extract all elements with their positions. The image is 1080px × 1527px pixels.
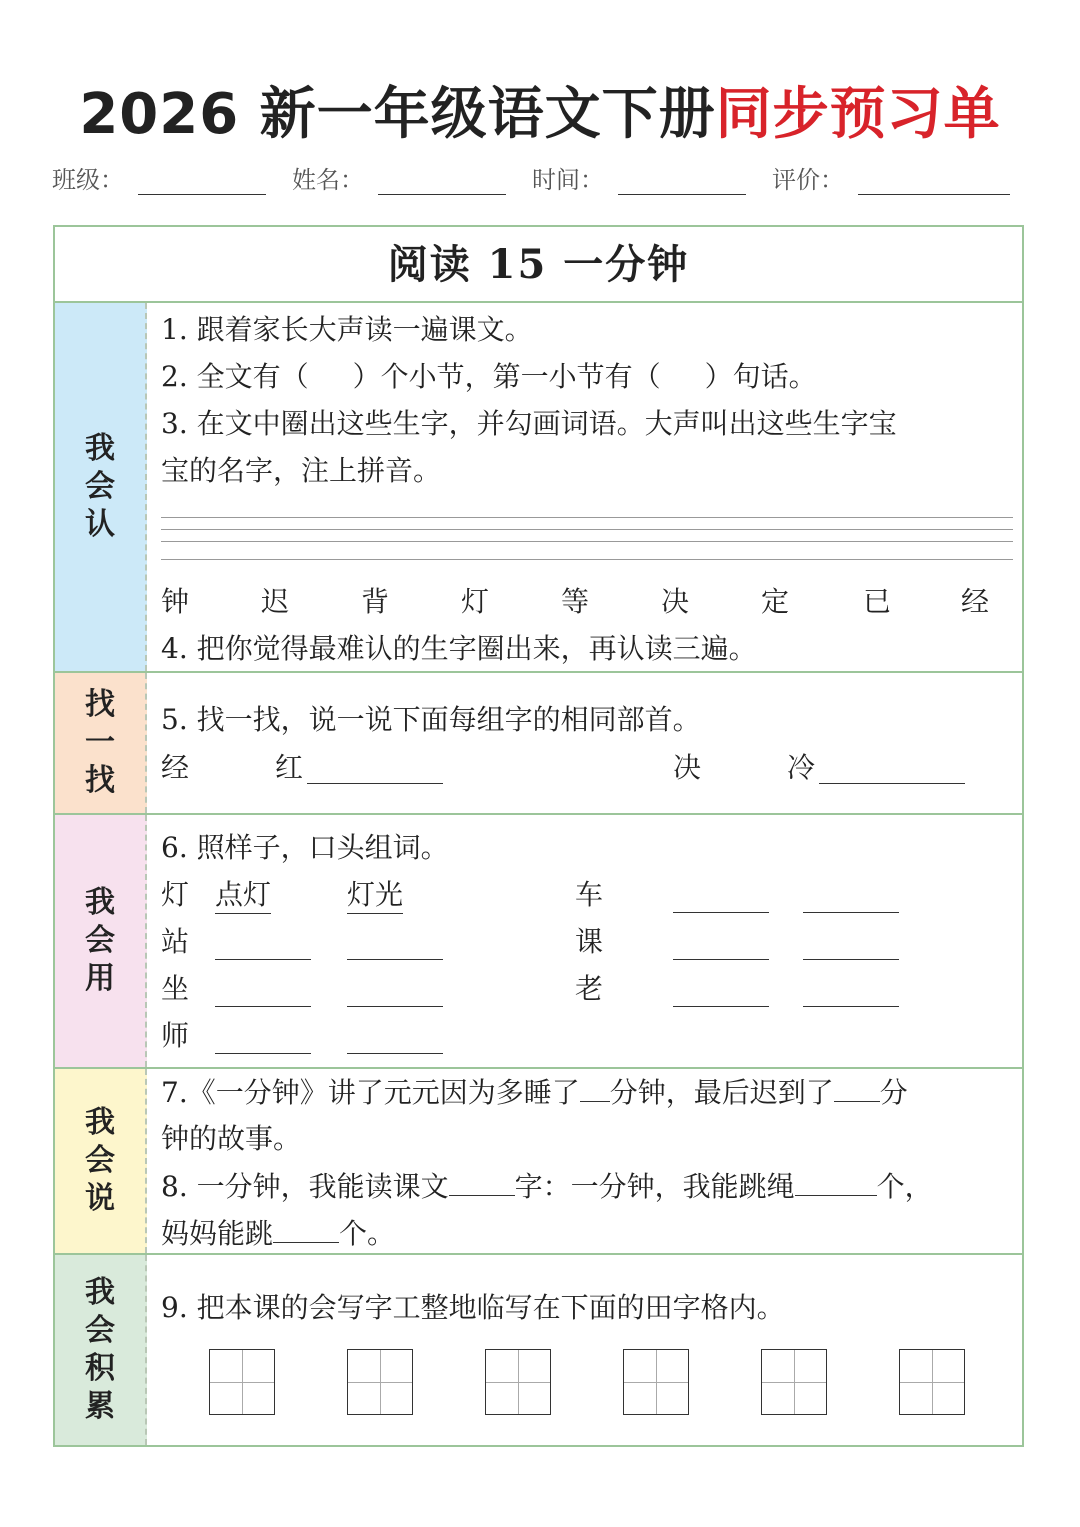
- question-5: 5. 找一找，说一说下面每组字的相同部首。: [161, 703, 701, 736]
- title-main: 2026 新一年级语文下册: [79, 82, 716, 147]
- word-blank[interactable]: [215, 959, 311, 960]
- rope-skips-blank[interactable]: [795, 1169, 877, 1196]
- word-char: 师: [161, 1019, 190, 1052]
- question-9: 9. 把本课的会写字工整地临写在下面的田字格内。: [161, 1291, 785, 1324]
- question-6: 6. 照样子，口头组词。: [161, 831, 449, 864]
- word-char: 坐: [161, 972, 190, 1005]
- student-info-row: [52, 160, 1032, 200]
- radical-char: 经: [161, 751, 190, 784]
- name-field[interactable]: [378, 194, 506, 195]
- new-char[interactable]: 经: [961, 585, 990, 618]
- rating-label: 评价：: [772, 166, 844, 194]
- section-label-accumulate: 我 会 积 累: [55, 1255, 147, 1445]
- title-highlight: 同步预习单: [715, 82, 1001, 147]
- section-use: [55, 815, 1022, 1069]
- new-char[interactable]: 等: [561, 585, 590, 618]
- section-accumulate: [55, 1255, 1022, 1445]
- name-label: 姓名：: [292, 166, 364, 194]
- new-char[interactable]: 迟: [261, 585, 290, 618]
- question-7-cont: 钟的故事。: [161, 1122, 302, 1155]
- pinyin-line[interactable]: [161, 517, 1013, 518]
- question-8: 8. 一分钟，我能读课文 字：一分钟，我能跳绳 个，: [161, 1170, 933, 1203]
- question-4: 4. 把你觉得最难认的生字圈出来，再认读三遍。: [161, 632, 757, 665]
- new-char[interactable]: 定: [761, 585, 790, 618]
- question-2: 2. 全文有（ ）个小节，第一小节有（ ）句话。: [161, 360, 817, 393]
- word-blank[interactable]: [673, 912, 769, 913]
- radical-char: 冷: [787, 751, 816, 784]
- word-blank[interactable]: [803, 959, 899, 960]
- tianzige-grid[interactable]: [623, 1349, 689, 1415]
- radical-char: 红: [275, 751, 304, 784]
- rating-field[interactable]: [858, 194, 1010, 195]
- question-3-line1: 3. 在文中圈出这些生字，并勾画词语。大声叫出这些生字宝: [161, 407, 897, 440]
- word-char: 老: [575, 972, 604, 1005]
- section-recognize: [55, 303, 1022, 673]
- question-1: 1. 跟着家长大声读一遍课文。: [161, 313, 533, 346]
- example-word: 灯光: [347, 878, 403, 912]
- word-char: 车: [575, 878, 604, 911]
- word-char: 站: [161, 925, 190, 958]
- page-title: [0, 70, 1080, 150]
- pinyin-line[interactable]: [161, 559, 1013, 560]
- question-7: 7.《一分钟》讲了元元因为多睡了 分钟，最后迟到了 分: [161, 1076, 908, 1109]
- worksheet-table: [53, 225, 1024, 1447]
- word-blank[interactable]: [215, 1006, 311, 1007]
- word-blank[interactable]: [673, 959, 769, 960]
- word-blank[interactable]: [673, 1006, 769, 1007]
- class-field[interactable]: [138, 194, 266, 195]
- new-char[interactable]: 钟: [161, 585, 190, 618]
- radical-answer-blank[interactable]: [307, 783, 443, 784]
- new-char[interactable]: 背: [361, 585, 390, 618]
- word-char: 课: [575, 925, 604, 958]
- tianzige-grid[interactable]: [347, 1349, 413, 1415]
- example-word: 点灯: [215, 878, 271, 912]
- mom-skips-blank[interactable]: [273, 1216, 339, 1243]
- word-blank[interactable]: [347, 1006, 443, 1007]
- radical-char: 决: [673, 751, 702, 784]
- new-char[interactable]: 已: [863, 585, 892, 618]
- question-3-line2: 宝的名字，注上拼音。: [161, 454, 442, 487]
- section-label-use: 我 会 用: [55, 815, 147, 1067]
- tianzige-grid[interactable]: [209, 1349, 275, 1415]
- time-field[interactable]: [618, 194, 746, 195]
- minutes-late-blank[interactable]: [834, 1075, 880, 1102]
- section-label-find: 找 一 找: [55, 673, 147, 813]
- tianzige-grid[interactable]: [899, 1349, 965, 1415]
- word-blank[interactable]: [215, 1053, 311, 1054]
- example-char: 灯: [161, 878, 190, 911]
- word-blank[interactable]: [803, 1006, 899, 1007]
- pinyin-line[interactable]: [161, 541, 1013, 542]
- word-blank[interactable]: [347, 959, 443, 960]
- lesson-title: 阅读 15 一分钟: [55, 227, 1022, 303]
- new-char[interactable]: 灯: [461, 585, 490, 618]
- word-blank[interactable]: [347, 1053, 443, 1054]
- section-find: [55, 673, 1022, 815]
- time-label: 时间：: [532, 166, 604, 194]
- radical-answer-blank[interactable]: [819, 783, 965, 784]
- question-8-cont: 妈妈能跳 个。: [161, 1217, 396, 1250]
- tianzige-grid[interactable]: [761, 1349, 827, 1415]
- words-read-blank[interactable]: [449, 1169, 515, 1196]
- class-label: 班级：: [52, 166, 124, 194]
- section-speak: [55, 1069, 1022, 1255]
- tianzige-grid[interactable]: [485, 1349, 551, 1415]
- pinyin-line[interactable]: [161, 529, 1013, 530]
- new-char[interactable]: 决: [661, 585, 690, 618]
- minutes-slept-blank[interactable]: [580, 1075, 610, 1102]
- section-label-speak: 我 会 说: [55, 1069, 147, 1253]
- word-blank[interactable]: [803, 912, 899, 913]
- section-label-recognize: 我 会 认: [55, 303, 147, 671]
